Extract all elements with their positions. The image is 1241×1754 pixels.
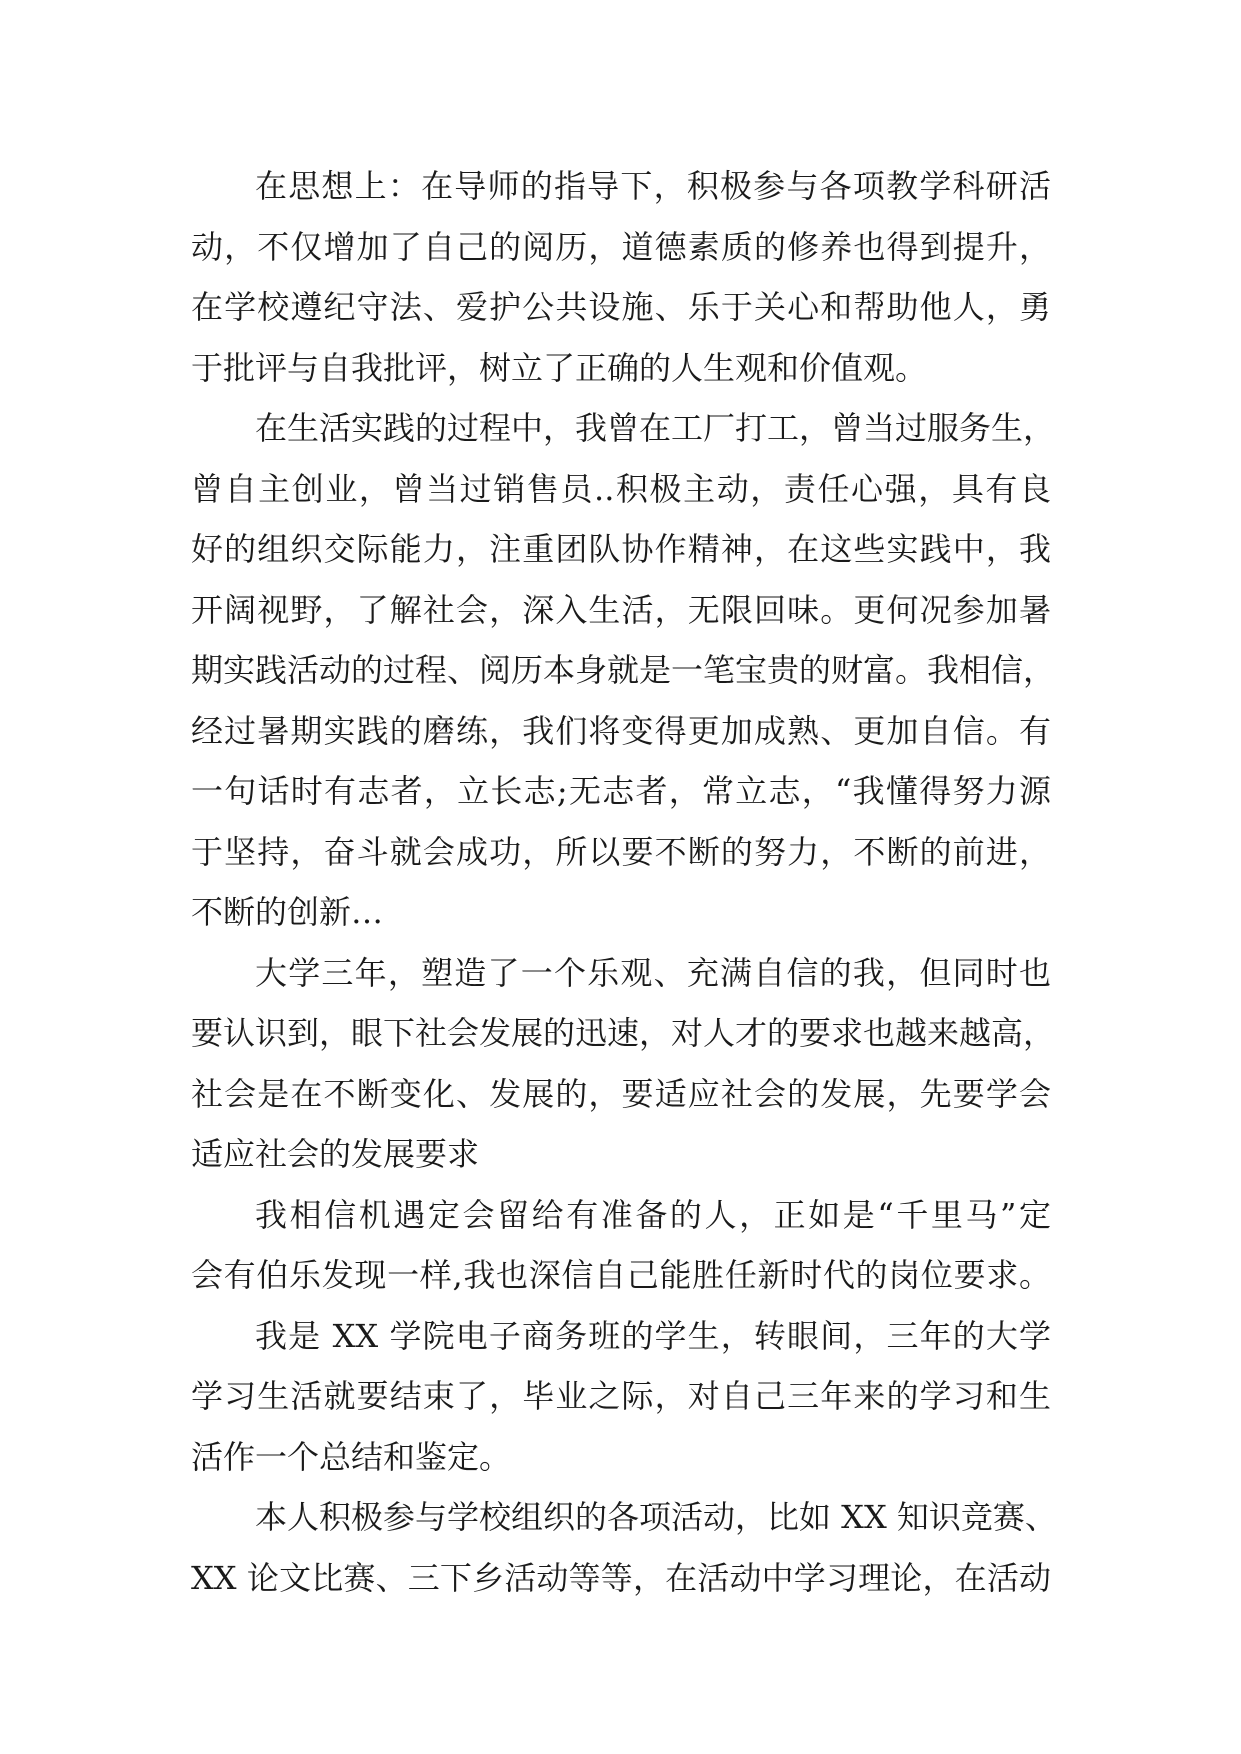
text-line: 于批评与自我批评，树立了正确的人生观和价值观。 xyxy=(191,348,928,387)
text-line: 我相信机遇定会留给有准备的人，正如是“千里马”定 xyxy=(255,1195,1051,1234)
text-line: 我是 XX 学院电子商务班的学生，转眼间，三年的大学 xyxy=(255,1316,1051,1355)
text-line: XX 论文比赛、三下乡活动等等，在活动中学习理论，在活动 xyxy=(191,1558,1051,1597)
text-line: 经过暑期实践的磨练，我们将变得更加成熟、更加自信。有 xyxy=(191,711,1051,750)
text-line: 适应社会的发展要求 xyxy=(191,1135,480,1173)
text-line: 好的组织交际能力，注重团队协作精神，在这些实践中，我 xyxy=(191,530,1051,568)
text-line: 不断的创新… xyxy=(191,893,384,931)
text-line: 会有伯乐发现一样,我也深信自己能胜任新时代的岗位要求。 xyxy=(191,1256,1051,1294)
text-line: 期实践活动的过程、阅历本身就是一笔宝贵的财富。我相信， xyxy=(191,651,1056,689)
text-line: 在学校遵纪守法、爱护公共设施、乐于关心和帮助他人，勇 xyxy=(191,288,1051,326)
text-line: 于坚持，奋斗就会成功，所以要不断的努力，不断的前进， xyxy=(191,832,1051,871)
text-line: 一句话时有志者，立长志;无志者，常立志，“我懂得努力源 xyxy=(191,772,1051,810)
document-body xyxy=(191,156,1057,1608)
text-line: 开阔视野，了解社会，深入生活，无限回味。更何况参加暑 xyxy=(191,590,1051,629)
text-line: 学习生活就要结束了，毕业之际，对自己三年来的学习和生 xyxy=(191,1377,1051,1415)
text-line: 本人积极参与学校组织的各项活动，比如 XX 知识竞赛、 xyxy=(255,1498,1057,1536)
text-line: 在思想上：在导师的指导下，积极参与各项教学科研活 xyxy=(255,167,1051,205)
text-line: 大学三年，塑造了一个乐观、充满自信的我，但同时也 xyxy=(255,953,1051,992)
text-line: 动，不仅增加了自己的阅历，道德素质的修养也得到提升， xyxy=(191,227,1051,266)
text-line: 社会是在不断变化、发展的，要适应社会的发展，先要学会 xyxy=(191,1074,1051,1113)
text-line: 要认识到，眼下社会发展的迅速，对人才的要求也越来越高， xyxy=(191,1014,1056,1052)
text-line: 活作一个总结和鉴定。 xyxy=(191,1437,512,1476)
text-line: 在生活实践的过程中，我曾在工厂打工，曾当过服务生， xyxy=(255,409,1056,447)
text-line: 曾自主创业，曾当过销售员..积极主动，责任心强，具有良 xyxy=(191,469,1051,508)
